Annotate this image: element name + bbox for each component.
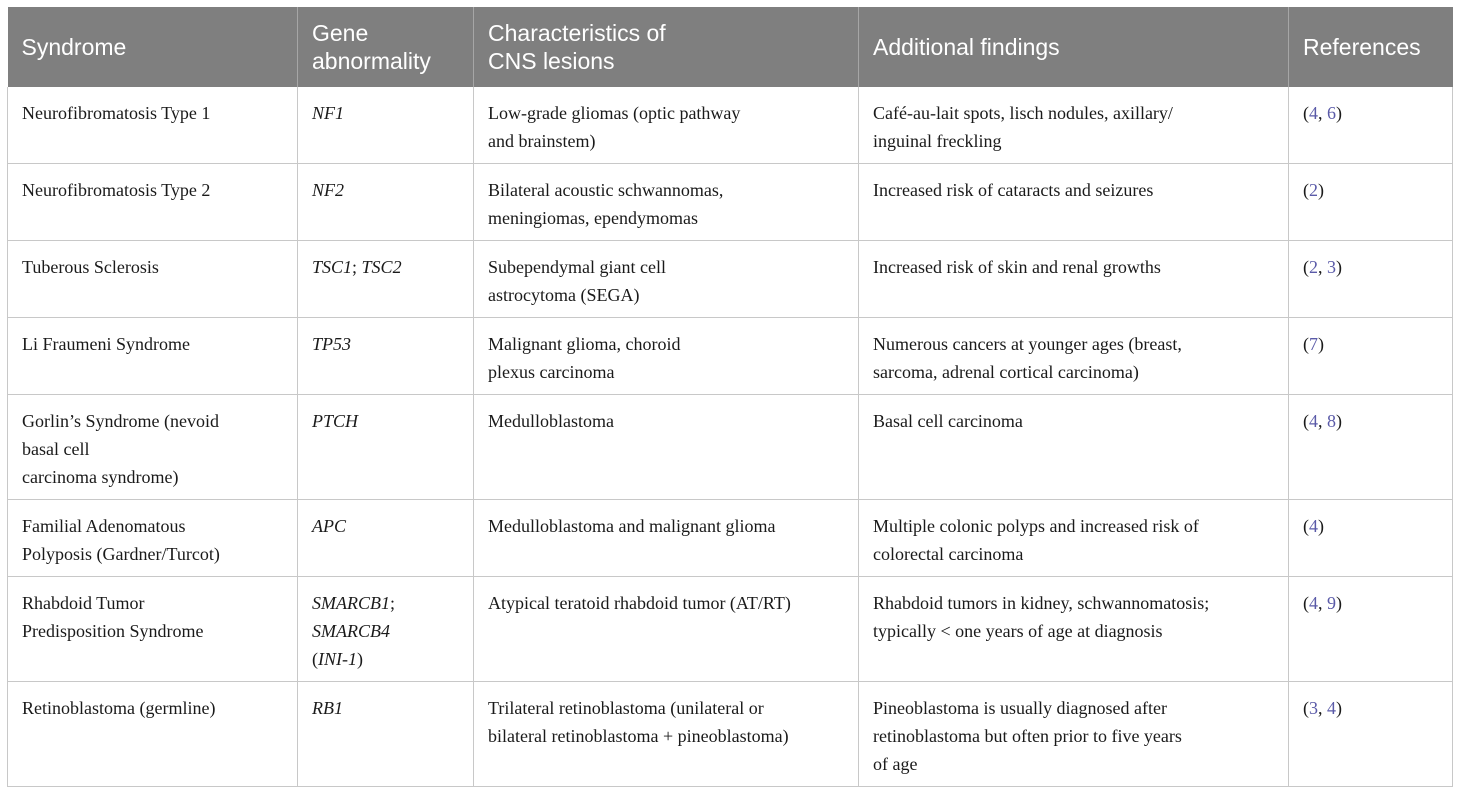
gene-punctuation: ( [312,649,318,669]
reference-link[interactable]: 2 [1309,257,1318,277]
table-row [8,577,1453,682]
cell-additional-findings-line: of age [873,754,918,774]
cell-references: (2, 3) [1289,241,1453,318]
cell-additional-findings-line: Multiple colonic polyps and increased risk of [873,516,1199,536]
cell-syndrome [8,241,298,318]
reference-link[interactable]: 4 [1309,411,1318,431]
reference-link[interactable]: 4 [1309,593,1318,613]
table-row [8,500,1453,577]
cell-references: (4) [1289,500,1453,577]
cell-gene-abnormality [298,500,474,577]
gene-line [312,253,459,281]
cell-syndrome [8,164,298,241]
cell-cns-lesions [474,682,859,787]
cell-cns-lesions-line: astrocytoma (SEGA) [488,285,640,305]
cell-additional-findings [859,318,1289,395]
cell-cns-lesions [474,500,859,577]
cell-additional-findings-line: Increased risk of cataracts and seizures [873,180,1154,200]
gene-line [312,512,459,540]
cell-cns-lesions-line: plexus carcinoma [488,362,615,382]
cell-cns-lesions [474,87,859,164]
cell-additional-findings-line: typically < one years of age at diagnosis [873,621,1163,641]
cell-additional-findings [859,164,1289,241]
table-row [8,318,1453,395]
cell-references: (3, 4) [1289,682,1453,787]
table-row [8,164,1453,241]
cell-cns-lesions [474,395,859,500]
reference-link[interactable]: 4 [1309,103,1318,123]
gene-symbol: APC [312,516,346,536]
cell-cns-lesions-line: Low-grade gliomas (optic pathway [488,103,741,123]
cell-syndrome-line: Rhabdoid Tumor [22,593,145,613]
reference-link[interactable]: 6 [1327,103,1336,123]
gene-symbol: NF1 [312,103,345,123]
cell-syndrome-line: Gorlin’s Syndrome (nevoid [22,411,219,431]
gene-line [312,330,459,358]
gene-symbol: PTCH [312,411,359,431]
header-gene-abnormality: Gene abnormality [298,7,474,87]
reference-link[interactable]: 3 [1309,698,1318,718]
cell-additional-findings-line: colorectal carcinoma [873,544,1024,564]
cell-syndrome-line: Predisposition Syndrome [22,621,204,641]
cell-syndrome-line: Retinoblastoma (germline) [22,698,216,718]
table-row [8,682,1453,787]
cell-cns-lesions-line: and brainstem) [488,131,596,151]
cell-additional-findings [859,395,1289,500]
cell-additional-findings-line: retinoblastoma but often prior to five years [873,726,1182,746]
cell-cns-lesions-line: bilateral retinoblastoma + pineoblastoma) [488,726,789,746]
cell-gene-abnormality [298,577,474,682]
cell-syndrome [8,682,298,787]
header-syndrome: Syndrome [8,7,298,87]
cell-references: (2) [1289,164,1453,241]
gene-line [312,407,459,435]
cell-additional-findings-line: sarcoma, adrenal cortical carcinoma) [873,362,1139,382]
gene-line [312,99,459,127]
cell-syndrome [8,395,298,500]
cell-additional-findings-line: Increased risk of skin and renal growths [873,257,1161,277]
table-header [8,7,1453,87]
cell-syndrome-line: Li Fraumeni Syndrome [22,334,190,354]
cell-cns-lesions-line: Bilateral acoustic schwannomas, [488,180,724,200]
cell-references: (4, 6) [1289,87,1453,164]
cell-additional-findings [859,241,1289,318]
cell-cns-lesions [474,241,859,318]
reference-link[interactable]: 7 [1309,334,1318,354]
cell-additional-findings-line: Café-au-lait spots, lisch nodules, axillary/ [873,103,1173,123]
gene-symbol: TSC2 [361,257,402,277]
cell-gene-abnormality [298,241,474,318]
gene-punctuation: ) [357,649,363,669]
gene-symbol: TP53 [312,334,352,354]
cell-gene-abnormality [298,395,474,500]
cell-syndrome-line: carcinoma syndrome) [22,467,179,487]
gene-line [312,176,459,204]
cell-cns-lesions [474,577,859,682]
cell-cns-lesions [474,164,859,241]
reference-link[interactable]: 3 [1327,257,1336,277]
cell-cns-lesions-line: Subependymal giant cell [488,257,666,277]
gene-line [312,617,459,645]
cell-cns-lesions-line: Malignant glioma, choroid [488,334,681,354]
cell-syndrome [8,87,298,164]
cell-cns-lesions-line: Atypical teratoid rhabdoid tumor (AT/RT) [488,593,791,613]
cell-syndrome-line: Neurofibromatosis Type 2 [22,180,211,200]
cell-gene-abnormality [298,318,474,395]
reference-link[interactable]: 2 [1309,180,1318,200]
cell-cns-lesions-line: Medulloblastoma [488,411,614,431]
cell-gene-abnormality [298,87,474,164]
cell-references: (4, 9) [1289,577,1453,682]
gene-line [312,589,459,617]
cell-gene-abnormality [298,682,474,787]
cell-additional-findings [859,500,1289,577]
cell-cns-lesions-line: Trilateral retinoblastoma (unilateral or [488,698,764,718]
cell-syndrome [8,577,298,682]
gene-line [312,645,459,673]
cell-additional-findings-line: Basal cell carcinoma [873,411,1023,431]
cell-cns-lesions-line: Medulloblastoma and malignant glioma [488,516,776,536]
cell-syndrome-line: Familial Adenomatous [22,516,186,536]
gene-line [312,694,459,722]
gene-punctuation: ; [390,593,396,613]
gene-symbol: SMARCB1 [312,593,390,613]
gene-symbol: INI-1 [318,649,357,669]
cell-syndrome-line: Tuberous Sclerosis [22,257,159,277]
cell-cns-lesions [474,318,859,395]
table-body [8,87,1453,787]
header-row [8,7,1453,87]
cell-syndrome-line: basal cell [22,439,90,459]
gene-symbol: TSC1 [312,257,353,277]
cell-syndrome-line: Neurofibromatosis Type 1 [22,103,211,123]
table-row [8,241,1453,318]
header-additional-findings: Additional findings [859,7,1289,87]
reference-link[interactable]: 9 [1327,593,1336,613]
cell-additional-findings [859,682,1289,787]
cell-syndrome-line: Polyposis (Gardner/Turcot) [22,544,220,564]
reference-link[interactable]: 4 [1309,516,1318,536]
gene-symbol: RB1 [312,698,343,718]
cell-gene-abnormality [298,164,474,241]
cell-additional-findings-line: Numerous cancers at younger ages (breast, [873,334,1182,354]
cell-syndrome [8,318,298,395]
gene-punctuation: ; [352,257,362,277]
cell-additional-findings-line: Rhabdoid tumors in kidney, schwannomatosis; [873,593,1210,613]
cell-references: (4, 8) [1289,395,1453,500]
header-references: References [1289,7,1453,87]
cell-additional-findings-line: inguinal freckling [873,131,1002,151]
cell-references: (7) [1289,318,1453,395]
reference-link[interactable]: 8 [1327,411,1336,431]
gene-symbol: SMARCB4 [312,621,390,641]
reference-link[interactable]: 4 [1327,698,1336,718]
cell-additional-findings-line: Pineoblastoma is usually diagnosed after [873,698,1167,718]
gene-symbol: NF2 [312,180,345,200]
syndromes-table [7,7,1453,787]
table-row [8,395,1453,500]
table-row [8,87,1453,164]
cell-additional-findings [859,87,1289,164]
header-cns-lesions: Characteristics of CNS lesions [474,7,859,87]
cell-additional-findings [859,577,1289,682]
cell-syndrome [8,500,298,577]
cell-cns-lesions-line: meningiomas, ependymomas [488,208,698,228]
